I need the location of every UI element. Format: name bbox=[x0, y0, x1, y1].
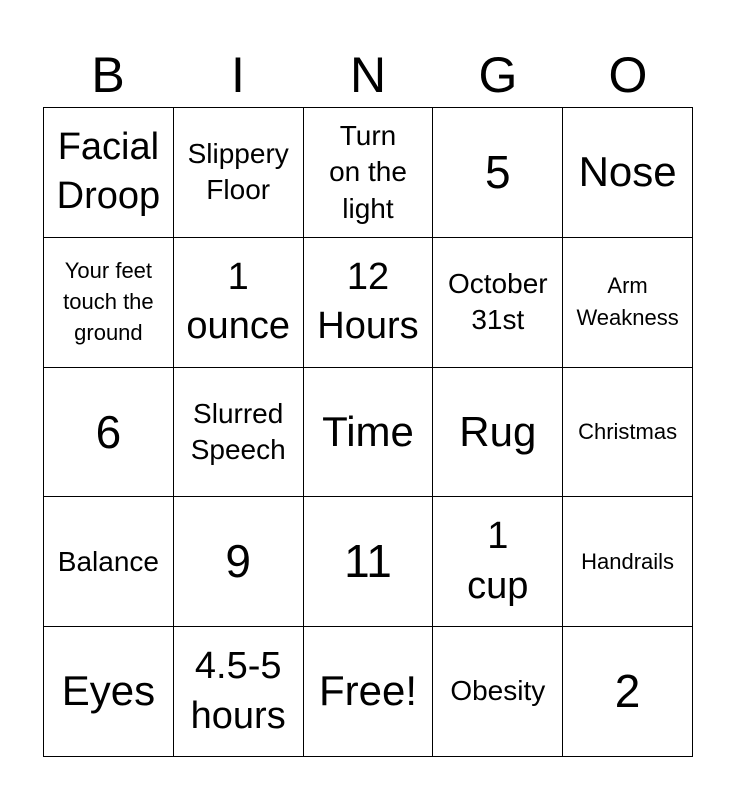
bingo-cell-label: Time bbox=[322, 407, 414, 455]
bingo-cell-label: 2 bbox=[614, 665, 641, 718]
bingo-cell-label: October 31st bbox=[447, 267, 548, 336]
bingo-cell-r4-c2[interactable] bbox=[174, 497, 304, 627]
bingo-cell-r1-c4[interactable] bbox=[433, 108, 563, 238]
bingo-cell-r1-c1[interactable] bbox=[44, 108, 174, 238]
bingo-cell-label: Handrails bbox=[581, 548, 675, 574]
bingo-cell-label: 5 bbox=[484, 145, 511, 198]
bingo-cell-label: 9 bbox=[225, 535, 251, 588]
bingo-cell-r5-c1[interactable] bbox=[44, 627, 174, 757]
bingo-cell-r5-c5[interactable] bbox=[563, 627, 693, 757]
bingo-cell-label: Rug bbox=[459, 407, 537, 455]
bingo-cell-r2-c5[interactable] bbox=[563, 238, 693, 368]
bingo-cell-label: Obesity bbox=[450, 675, 546, 707]
bingo-cell-r2-c4[interactable] bbox=[433, 238, 563, 368]
header-letter-n: N bbox=[349, 47, 387, 103]
bingo-cell-r1-c3[interactable] bbox=[304, 108, 434, 238]
bingo-cell-label: Turn on the light bbox=[329, 119, 407, 224]
bingo-cell-r3-c2[interactable] bbox=[174, 368, 304, 498]
bingo-cell-label: Slippery Floor bbox=[187, 138, 289, 206]
bingo-cell-r4-c5[interactable] bbox=[563, 497, 693, 627]
bingo-cell-r1-c2[interactable] bbox=[174, 108, 304, 238]
header-letter-i: I bbox=[231, 47, 245, 103]
bingo-cell-r4-c1[interactable] bbox=[44, 497, 174, 627]
bingo-cell-r5-c3[interactable] bbox=[304, 627, 434, 757]
header-letter-o: O bbox=[608, 47, 648, 103]
bingo-cell-label: Arm Weakness bbox=[576, 273, 679, 331]
bingo-cell-label: 1 cup bbox=[467, 515, 529, 607]
bingo-cell-label: Free! bbox=[318, 667, 417, 715]
bingo-cell-label: Eyes bbox=[61, 667, 156, 715]
bingo-cell-label: Facial Droop bbox=[56, 126, 161, 218]
bingo-cell-r3-c4[interactable] bbox=[433, 368, 563, 498]
bingo-cell-r2-c1[interactable] bbox=[44, 238, 174, 368]
bingo-cell-r5-c2[interactable] bbox=[174, 627, 304, 757]
bingo-cell-r5-c4[interactable] bbox=[433, 627, 563, 757]
bingo-cell-r3-c3[interactable] bbox=[304, 368, 434, 498]
bingo-cell-label: 12 Hours bbox=[317, 255, 419, 348]
header-letter-g: G bbox=[478, 47, 518, 103]
bingo-cell-label: Christmas bbox=[578, 419, 678, 445]
bingo-header bbox=[43, 45, 693, 105]
bingo-cell-label: Your feet touch the ground bbox=[63, 258, 154, 345]
bingo-cell-r4-c4[interactable] bbox=[433, 497, 563, 627]
bingo-cell-label: Slurred Speech bbox=[190, 397, 286, 465]
bingo-cell-label: Balance bbox=[57, 545, 159, 577]
bingo-cell-r3-c5[interactable] bbox=[563, 368, 693, 498]
bingo-cell-label: Nose bbox=[578, 148, 677, 196]
bingo-cell-label: 11 bbox=[344, 535, 392, 588]
bingo-cell-r3-c1[interactable] bbox=[44, 368, 174, 498]
bingo-cell-r4-c3[interactable] bbox=[304, 497, 434, 627]
bingo-cell-r2-c2[interactable] bbox=[174, 238, 304, 368]
bingo-cell-label: 1 ounce bbox=[186, 255, 290, 348]
bingo-cell-label: 4.5-5 hours bbox=[190, 645, 286, 737]
bingo-cell-label: 6 bbox=[95, 405, 122, 458]
bingo-cell-r2-c3[interactable] bbox=[304, 238, 434, 368]
bingo-card-grid bbox=[43, 107, 693, 757]
header-letter-b: B bbox=[91, 47, 125, 103]
bingo-cell-r1-c5[interactable] bbox=[563, 108, 693, 238]
